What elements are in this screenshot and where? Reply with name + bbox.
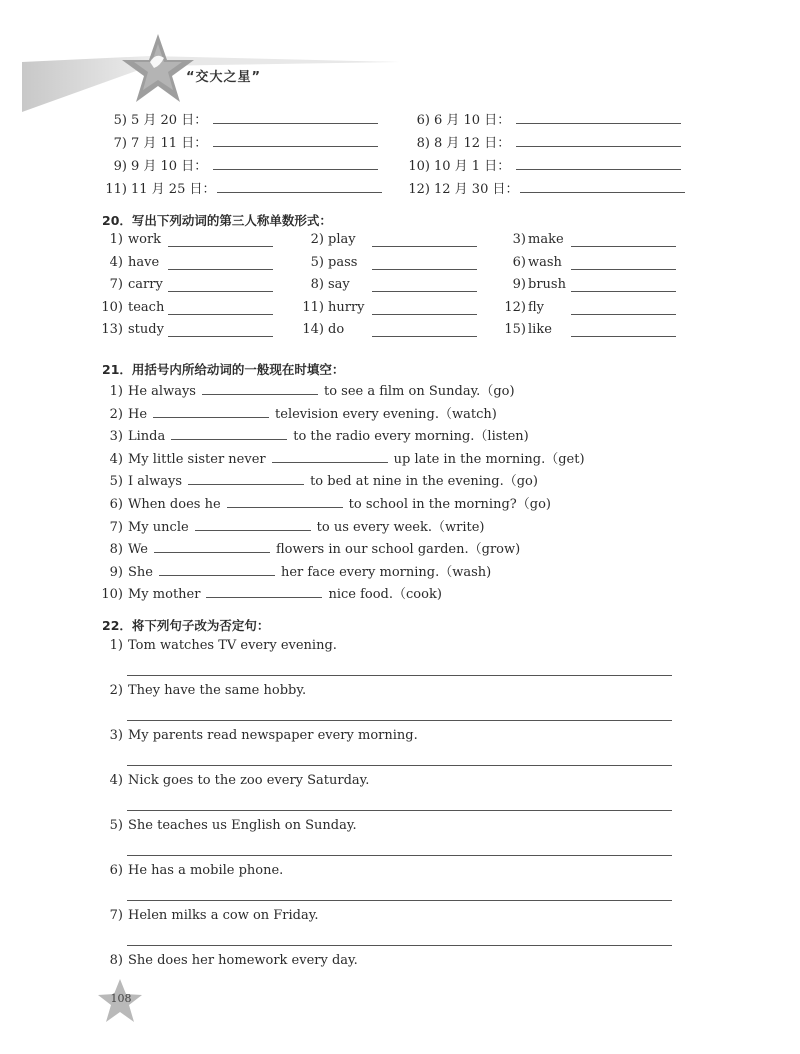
item-number: 1) (109, 384, 123, 399)
sentence-end: to bed at nine in the evening.（go) (310, 474, 538, 490)
answer-line[interactable] (202, 382, 318, 395)
sentence-start: She (128, 564, 153, 580)
sentence-start: He (128, 406, 148, 422)
sentence-item (97, 908, 319, 924)
answer-line[interactable] (153, 405, 269, 418)
item-number: 13) (101, 322, 123, 337)
item-number: 4) (109, 773, 123, 788)
item-number: 14) (302, 322, 324, 337)
item-number: 15) (504, 322, 526, 337)
verb-word: fly (528, 299, 545, 315)
answer-line[interactable] (213, 111, 378, 124)
answer-line[interactable] (213, 157, 378, 170)
answer-line[interactable] (372, 234, 477, 247)
verb-word: hurry (328, 299, 365, 315)
answer-line[interactable] (516, 157, 681, 170)
date-item: 12) 12 月 30 日： (400, 180, 685, 198)
sentence-text: They have the same hobby. (128, 683, 307, 698)
sentence-text: She does her homework every day. (128, 953, 358, 968)
answer-line[interactable] (372, 302, 477, 315)
answer-line[interactable] (171, 427, 287, 440)
answer-line[interactable] (127, 810, 672, 811)
sentence-end: up late in the morning.（get) (393, 451, 585, 467)
answer-line[interactable] (127, 900, 672, 901)
question-20-title: 20．写出下列动词的第三人称单数形式： (102, 213, 332, 228)
answer-line[interactable] (571, 234, 676, 247)
sentence-item (97, 683, 306, 699)
answer-line[interactable] (168, 234, 273, 247)
header-decoration (0, 0, 800, 120)
verb-word: carry (128, 277, 163, 292)
sentence-item (97, 818, 357, 834)
sentence-item (97, 953, 358, 969)
fill-blank-item (97, 405, 497, 423)
answer-line[interactable] (159, 563, 275, 576)
answer-line[interactable] (168, 257, 273, 270)
answer-line[interactable] (188, 472, 304, 485)
item-number: 9) (512, 277, 526, 292)
verb-word: have (128, 254, 160, 270)
question-22-title: 22．将下列句子改为否定句： (102, 618, 270, 633)
item-number: 6) (512, 254, 526, 270)
sentence-start: We (128, 542, 148, 558)
verb-word: study (128, 322, 164, 337)
answer-line[interactable] (272, 450, 388, 463)
answer-line[interactable] (127, 945, 672, 946)
item-number: 9) (109, 564, 123, 580)
item-number: 1) (109, 232, 123, 247)
item-number: 10) (101, 587, 123, 603)
answer-line[interactable] (571, 324, 676, 337)
sentence-text: Nick goes to the zoo every Saturday. (128, 773, 370, 788)
item-number: 2) (109, 406, 123, 422)
item-number: 8) (109, 542, 123, 558)
answer-line[interactable] (372, 257, 477, 270)
date-item: 11) 11 月 25 日： (97, 180, 382, 198)
item-number: 8) (310, 277, 324, 292)
item-number: 3) (109, 429, 123, 445)
sentence-end: flowers in our school garden.（grow) (276, 542, 521, 558)
answer-line[interactable] (571, 257, 676, 270)
item-number: 5) (310, 254, 324, 270)
sentence-end: television every evening.（watch) (275, 406, 497, 422)
fill-blank-item (97, 495, 551, 513)
item-number: 8) (109, 953, 123, 968)
fill-blank-item (97, 450, 585, 468)
answer-line[interactable] (154, 540, 270, 553)
question-21-title: 21．用括号内所给动词的一般现在时填空： (102, 362, 345, 377)
verb-word: play (328, 232, 356, 247)
sentence-end: her face every morning.（wash) (280, 564, 492, 580)
sentence-item (97, 773, 369, 789)
answer-line[interactable] (168, 324, 273, 337)
item-number: 7) (109, 908, 123, 923)
sentence-start: He always (128, 384, 196, 399)
item-number: 10) (101, 299, 123, 315)
sentence-start: My little sister never (128, 451, 266, 467)
sentence-end: to school in the morning?（go) (348, 497, 551, 512)
date-item: 9) 9 月 10 日： (105, 157, 378, 175)
fill-blank-item (97, 540, 520, 558)
answer-line[interactable] (571, 302, 676, 315)
item-number: 12) (504, 299, 526, 315)
page-number: 108 (110, 992, 132, 1005)
verb-word: do (328, 322, 345, 337)
verb-word: like (528, 322, 552, 337)
item-number: 2) (310, 232, 324, 247)
verb-word: say (328, 277, 350, 292)
item-number: 2) (109, 683, 123, 698)
answer-line[interactable] (127, 675, 672, 676)
verb-word: wash (528, 254, 562, 270)
item-number: 1) (109, 638, 123, 653)
brand-title: “交大之星” (186, 70, 262, 85)
verb-word: brush (528, 277, 566, 292)
answer-line[interactable] (217, 180, 382, 193)
date-item: 6) 6 月 10 日： (408, 111, 681, 129)
item-number: 7) (109, 519, 123, 535)
verb-word: pass (328, 254, 358, 270)
sentence-start: Linda (128, 429, 166, 445)
sentence-item (97, 728, 418, 744)
item-number: 6) (109, 497, 123, 512)
answer-line[interactable] (516, 111, 681, 124)
sentence-text: Helen milks a cow on Friday. (128, 908, 319, 923)
item-number: 11) (302, 299, 324, 315)
sentence-start: My uncle (128, 519, 189, 535)
sentence-text: My parents read newspaper every morning. (128, 728, 418, 743)
fill-blank-item (97, 472, 538, 490)
date-item: 7) 7 月 11 日： (105, 134, 378, 152)
item-number: 4) (109, 451, 123, 467)
verb-word: teach (128, 299, 165, 315)
sentence-text: He has a mobile phone. (128, 863, 284, 878)
sentence-end: to the radio every morning.（listen) (293, 429, 529, 445)
item-number: 3) (512, 232, 526, 247)
fill-blank-item (97, 427, 529, 445)
answer-line[interactable] (127, 855, 672, 856)
answer-line[interactable] (227, 495, 343, 508)
answer-line[interactable] (195, 518, 311, 531)
sentence-text: Tom watches TV every evening. (128, 638, 337, 653)
answer-line[interactable] (571, 279, 676, 292)
date-item: 10) 10 月 1 日： (400, 157, 681, 175)
date-item: 8) 8 月 12 日： (408, 134, 681, 152)
item-number: 5) (109, 818, 123, 833)
answer-line[interactable] (372, 324, 477, 337)
fill-blank-item (97, 382, 515, 400)
answer-line[interactable] (213, 134, 378, 147)
answer-line[interactable] (520, 180, 685, 193)
sentence-text: She teaches us English on Sunday. (128, 818, 357, 833)
item-number: 5) (109, 474, 123, 490)
sentence-item (97, 638, 337, 654)
answer-line[interactable] (372, 279, 477, 292)
fill-blank-item (97, 585, 442, 603)
sentence-end: to us every week.（write) (316, 519, 485, 535)
sentence-end: nice food.（cook) (328, 587, 442, 603)
answer-line[interactable] (516, 134, 681, 147)
sentence-start: I always (128, 474, 183, 490)
sentence-start: When does he (128, 497, 221, 512)
item-number: 7) (109, 277, 123, 292)
item-number: 3) (109, 728, 123, 743)
sentence-start: My mother (128, 587, 201, 603)
verb-word: work (128, 232, 162, 247)
fill-blank-item (97, 518, 484, 536)
answer-line[interactable] (127, 720, 672, 721)
answer-line[interactable] (168, 302, 273, 315)
fill-blank-item (97, 563, 491, 581)
item-number: 6) (109, 863, 123, 878)
item-number: 4) (109, 254, 123, 270)
date-item: 5) 5 月 20 日： (105, 111, 378, 129)
sentence-end: to see a film on Sunday.（go) (323, 384, 515, 399)
answer-line[interactable] (127, 765, 672, 766)
answer-line[interactable] (168, 279, 273, 292)
answer-line[interactable] (206, 585, 322, 598)
verb-word: make (528, 232, 564, 247)
sentence-item (97, 863, 283, 879)
